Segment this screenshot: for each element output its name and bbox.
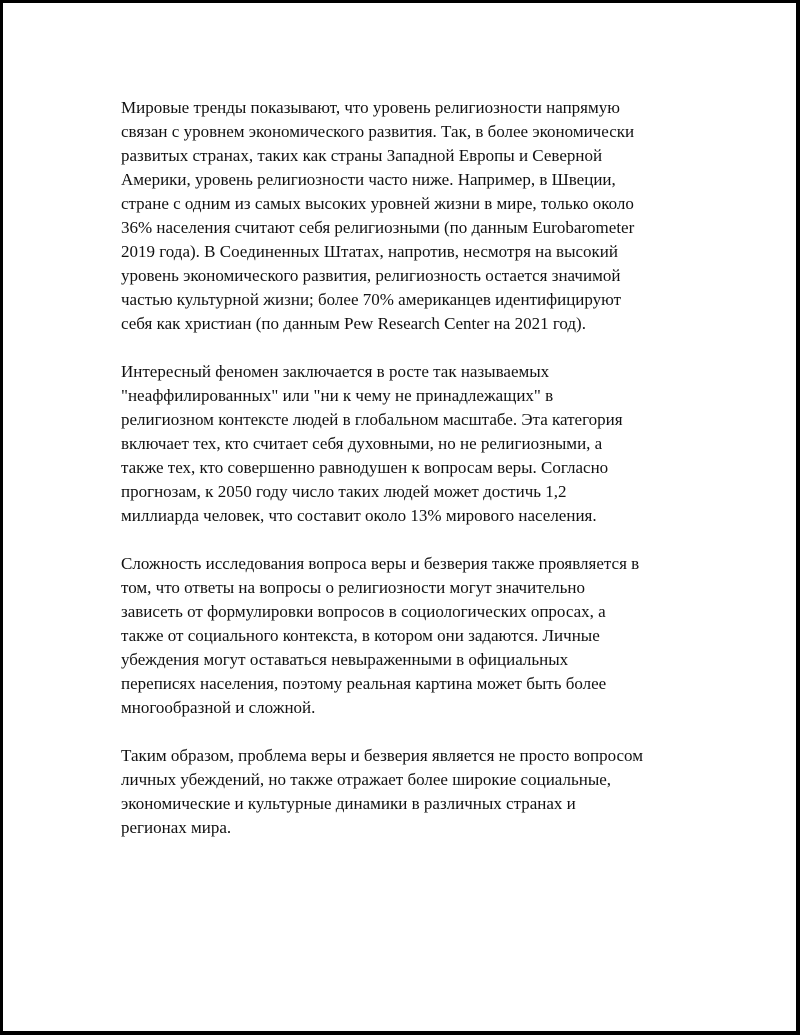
text-line: также от социального контекста, в котором они задаются. Личные	[121, 626, 600, 645]
text-line: 36% населения считают себя религиозными (по данным Eurobarometer	[121, 218, 635, 237]
text-line: 2019 года). В Соединенных Штатах, напротив, несмотря на высокий	[121, 242, 618, 261]
text-line: уровень экономического развития, религиозность остается значимой	[121, 266, 621, 285]
text-line: Сложность исследования вопроса веры и безверия также проявляется в	[121, 554, 640, 573]
text-line: переписях населения, поэтому реальная картина может быть более	[121, 674, 607, 693]
text-line: Америки, уровень религиозности часто ниже. Например, в Швеции,	[121, 170, 616, 189]
paragraph-2	[121, 360, 701, 528]
text-line: Интересный феномен заключается в росте так называемых	[121, 362, 550, 381]
text-line: Мировые тренды показывают, что уровень религиозности напрямую	[121, 98, 620, 117]
text-line: миллиарда человек, что составит около 13% мирового населения.	[121, 506, 597, 525]
text-line: регионах мира.	[121, 818, 232, 837]
text-line: прогнозам, к 2050 году число таких людей может достичь 1,2	[121, 482, 567, 501]
text-line: "неаффилированных" или "ни к чему не принадлежащих" в	[121, 386, 554, 405]
text-line: развитых странах, таких как страны Западной Европы и Северной	[121, 146, 603, 165]
text-line: связан с уровнем экономического развития. Так, в более экономически	[121, 122, 635, 141]
document-body	[121, 96, 701, 864]
text-line: многообразной и сложной.	[121, 698, 316, 717]
text-line: частью культурной жизни; более 70% американцев идентифицируют	[121, 290, 622, 309]
text-line: Таким образом, проблема веры и безверия является не просто вопросом	[121, 746, 643, 765]
paragraph-3	[121, 552, 701, 720]
text-line: включает тех, кто считает себя духовными, но не религиозными, а	[121, 434, 603, 453]
paragraph-1	[121, 96, 701, 336]
text-line: стране с одним из самых высоких уровней жизни в мире, только около	[121, 194, 634, 213]
text-line: убеждения могут оставаться невыраженными в официальных	[121, 650, 569, 669]
text-line: религиозном контексте людей в глобальном масштабе. Эта категория	[121, 410, 623, 429]
text-line: том, что ответы на вопросы о религиозности могут значительно	[121, 578, 586, 597]
text-line: также тех, кто совершенно равнодушен к вопросам веры. Согласно	[121, 458, 609, 477]
text-line: зависеть от формулировки вопросов в социологических опросах, а	[121, 602, 606, 621]
text-line: личных убеждений, но также отражает более широкие социальные,	[121, 770, 612, 789]
paragraph-4	[121, 744, 701, 840]
text-line: экономические и культурные динамики в различных странах и	[121, 794, 576, 813]
text-line: себя как христиан (по данным Pew Research Center на 2021 год).	[121, 314, 586, 333]
